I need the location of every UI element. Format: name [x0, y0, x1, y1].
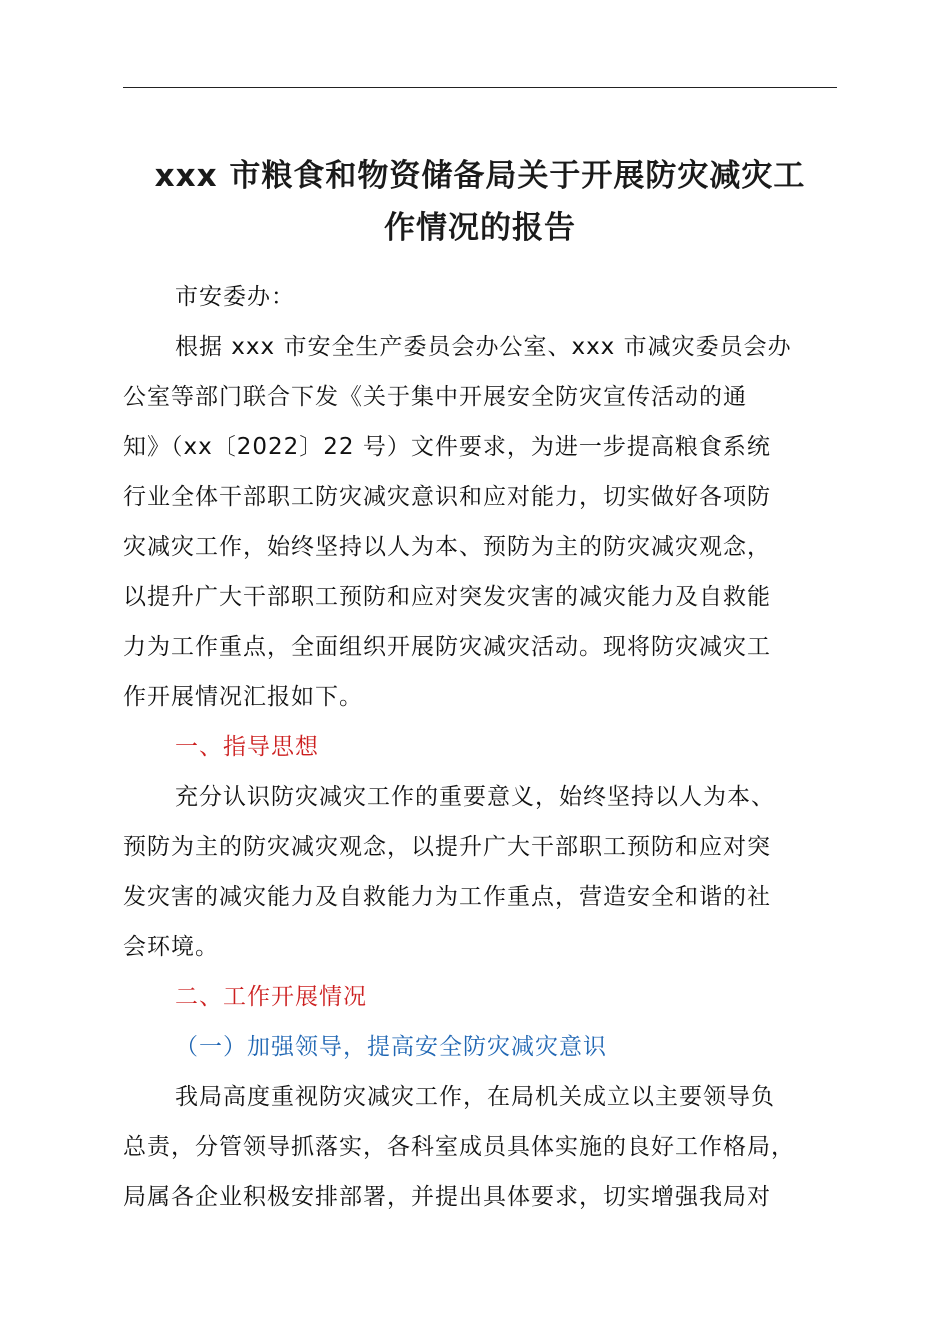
document-title — [100, 150, 860, 254]
paragraph-line: 以提升广大干部职工预防和应对突发灾害的减灾能力及自救能 — [123, 584, 771, 610]
paragraph-line: 充分认识防灾减灾工作的重要意义，始终坚持以人为本、 — [175, 784, 775, 810]
section-heading: 一、指导思想 — [175, 734, 319, 760]
paragraph-line: 公室等部门联合下发《关于集中开展安全防灾宣传活动的通 — [123, 384, 747, 410]
subsection-heading: （一）加强领导，提高安全防灾减灾意识 — [175, 1034, 607, 1060]
document-body — [123, 272, 843, 1222]
paragraph-line: 会环境。 — [123, 934, 219, 960]
paragraph-line: 总责，分管领导抓落实，各科室成员具体实施的良好工作格局， — [123, 1134, 795, 1160]
paragraph-line: 行业全体干部职工防灾减灾意识和应对能力，切实做好各项防 — [123, 484, 771, 510]
paragraph-line: 根据 xxx 市安全生产委员会办公室、xxx 市减灾委员会办 — [175, 334, 792, 360]
paragraph-line: 灾减灾工作，始终坚持以人为本、预防为主的防灾减灾观念， — [123, 534, 771, 560]
paragraph-line: 预防为主的防灾减灾观念，以提升广大干部职工预防和应对突 — [123, 834, 771, 860]
section-heading: 二、工作开展情况 — [175, 984, 367, 1010]
salutation: 市安委办： — [175, 284, 295, 310]
title-line-1: xxx 市粮食和物资储备局关于开展防灾减灾工 — [154, 158, 806, 194]
paragraph-line: 发灾害的减灾能力及自救能力为工作重点，营造安全和谐的社 — [123, 884, 771, 910]
paragraph-line: 我局高度重视防灾减灾工作，在局机关成立以主要领导负 — [175, 1084, 775, 1110]
paragraph-line: 作开展情况汇报如下。 — [123, 684, 363, 710]
paragraph-line: 知》（xx〔2022〕22 号）文件要求，为进一步提高粮食系统 — [123, 434, 771, 460]
title-line-2: 作情况的报告 — [384, 210, 576, 246]
paragraph-line: 力为工作重点，全面组织开展防灾减灾活动。现将防灾减灾工 — [123, 634, 771, 660]
paragraph-line: 局属各企业积极安排部署，并提出具体要求，切实增强我局对 — [123, 1184, 771, 1210]
header-rule — [123, 87, 837, 88]
